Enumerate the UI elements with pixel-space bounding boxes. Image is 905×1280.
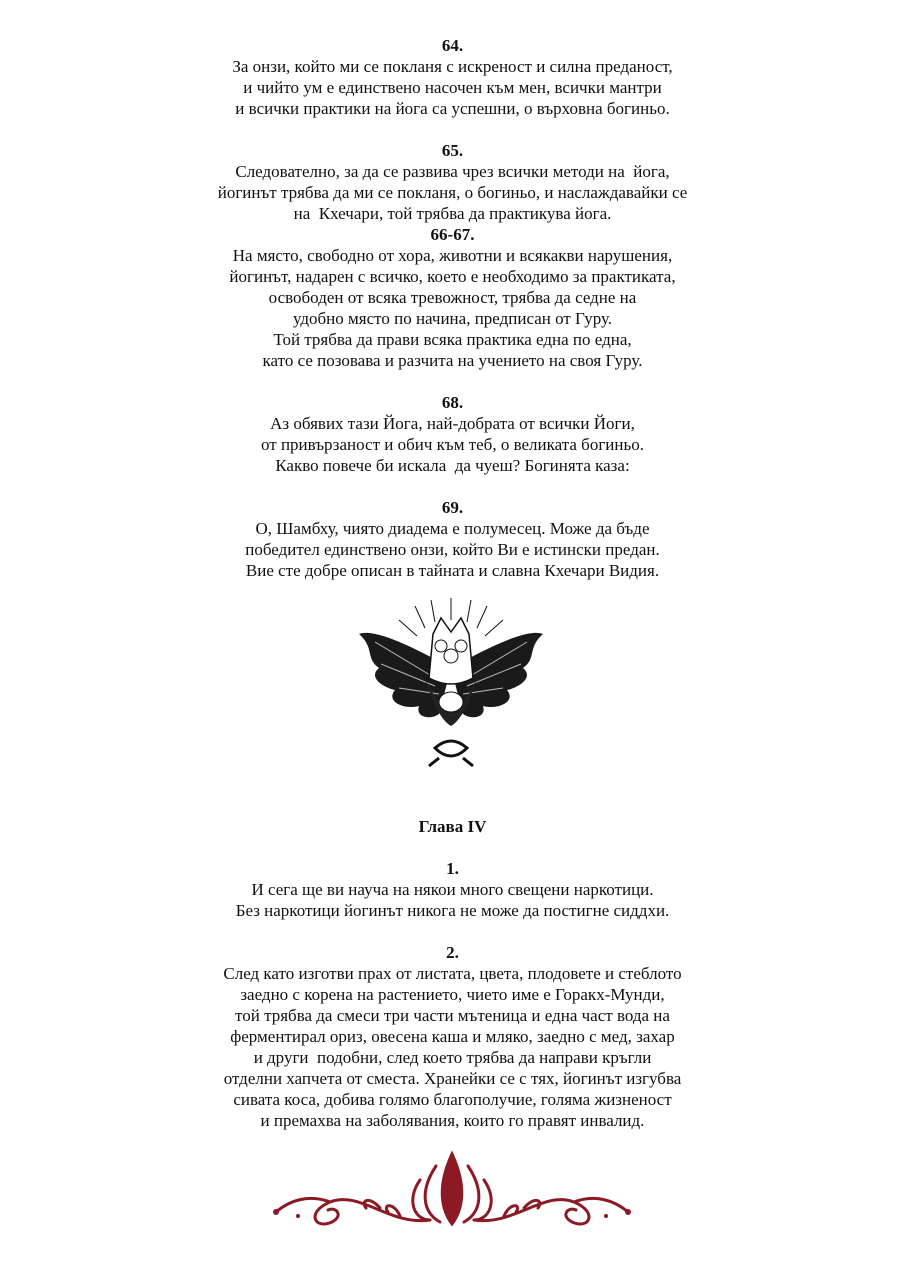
verse-number: 66-67. bbox=[430, 225, 475, 244]
verse-line: и други подобни, след което трябва да направи кръгли bbox=[253, 1048, 652, 1067]
verse-2 bbox=[0, 942, 905, 1131]
verse-line: и чийто ум е единствено насочен към мен, всички мантри bbox=[243, 78, 662, 97]
verse-line: Вие сте добре описан в тайната и славна Кхечари Видия. bbox=[245, 561, 660, 580]
verse-69 bbox=[0, 497, 905, 581]
verse-number: 64. bbox=[441, 36, 464, 55]
verse-66-67 bbox=[0, 224, 905, 371]
verse-line: Той трябва да прави всяка практика една по една, bbox=[273, 330, 632, 349]
verse-line: След като изготви прах от листата, цвета, плодовете и стеблото bbox=[223, 964, 682, 983]
verse-line: Какво повече би искала да чуеш? Богинята каза: bbox=[275, 456, 630, 475]
verse-line: на Кхечари, той трябва да практикува йога. bbox=[293, 204, 612, 223]
verse-number: 68. bbox=[441, 393, 464, 412]
verse-line: Без наркотици йогинът никога не може да постигне сиддхи. bbox=[235, 901, 670, 920]
verses-64-69 bbox=[0, 35, 905, 581]
verse-line: За онзи, който ми се покланя с искреност и силна преданост, bbox=[232, 57, 673, 76]
verse-line: освободен от всяка тревожност, трябва да седне на bbox=[268, 288, 637, 307]
verse-1 bbox=[0, 858, 905, 921]
verse-line: отделни хапчета от сместа. Хранейки се с тях, йогинът изгубва bbox=[223, 1069, 682, 1088]
verse-line: ферментирал ориз, овесена каша и мляко, заедно с мед, захар bbox=[230, 1027, 675, 1046]
chapter-iv bbox=[0, 816, 905, 1131]
verse-number: 2. bbox=[446, 943, 459, 962]
verse-68 bbox=[0, 392, 905, 476]
verse-line: като се позовава и разчита на учението на своя Гуру. bbox=[262, 351, 643, 370]
verse-line: сивата коса, добива голямо благополучие, голяма жизненост bbox=[233, 1090, 672, 1109]
chapter-title: Глава IV bbox=[418, 817, 487, 836]
verse-line: от привързаност и обич към теб, о великата богиньо. bbox=[261, 435, 644, 454]
verse-line: На място, свободно от хора, животни и всякакви нарушения, bbox=[232, 246, 673, 265]
verse-line: и премахва на заболявания, които го правят инвалид. bbox=[260, 1111, 645, 1130]
verse-line: удобно място по начина, предписан от Гуру. bbox=[292, 309, 613, 328]
winged-deity-illustration bbox=[355, 598, 547, 770]
verse-line: йогинът трябва да ми се покланя, о богиньо, и наслаждавайки се bbox=[217, 183, 688, 202]
verse-line: победител единствено онзи, който Ви е истински предан. bbox=[245, 540, 660, 559]
verse-line: О, Шамбху, чиято диадема е полумесец. Може да бъде bbox=[255, 519, 650, 538]
decorative-ornament bbox=[270, 1150, 635, 1232]
verse-line: Следователно, за да се развива чрез всички методи на йога, bbox=[235, 162, 670, 181]
verse-line: йогинът, надарен с всичко, което е необходимо за практиката, bbox=[229, 267, 676, 286]
verse-65 bbox=[0, 140, 905, 224]
verse-line: и всички практики на йога са успешни, о върховна богиньо. bbox=[235, 99, 670, 118]
verse-number: 65. bbox=[441, 141, 464, 160]
verse-number: 69. bbox=[441, 498, 464, 517]
verse-line: той трябва да смеси три части мътеница и една част вода на bbox=[235, 1006, 670, 1025]
verse-line: Аз обявих тази Йога, най-добрата от всички Йоги, bbox=[270, 414, 635, 433]
verse-number: 1. bbox=[446, 859, 459, 878]
verse-64 bbox=[0, 35, 905, 119]
verse-line: заедно с корена на растението, чието име е Горакх-Мунди, bbox=[240, 985, 665, 1004]
verse-line: И сега ще ви науча на някои много свещени наркотици. bbox=[251, 880, 654, 899]
